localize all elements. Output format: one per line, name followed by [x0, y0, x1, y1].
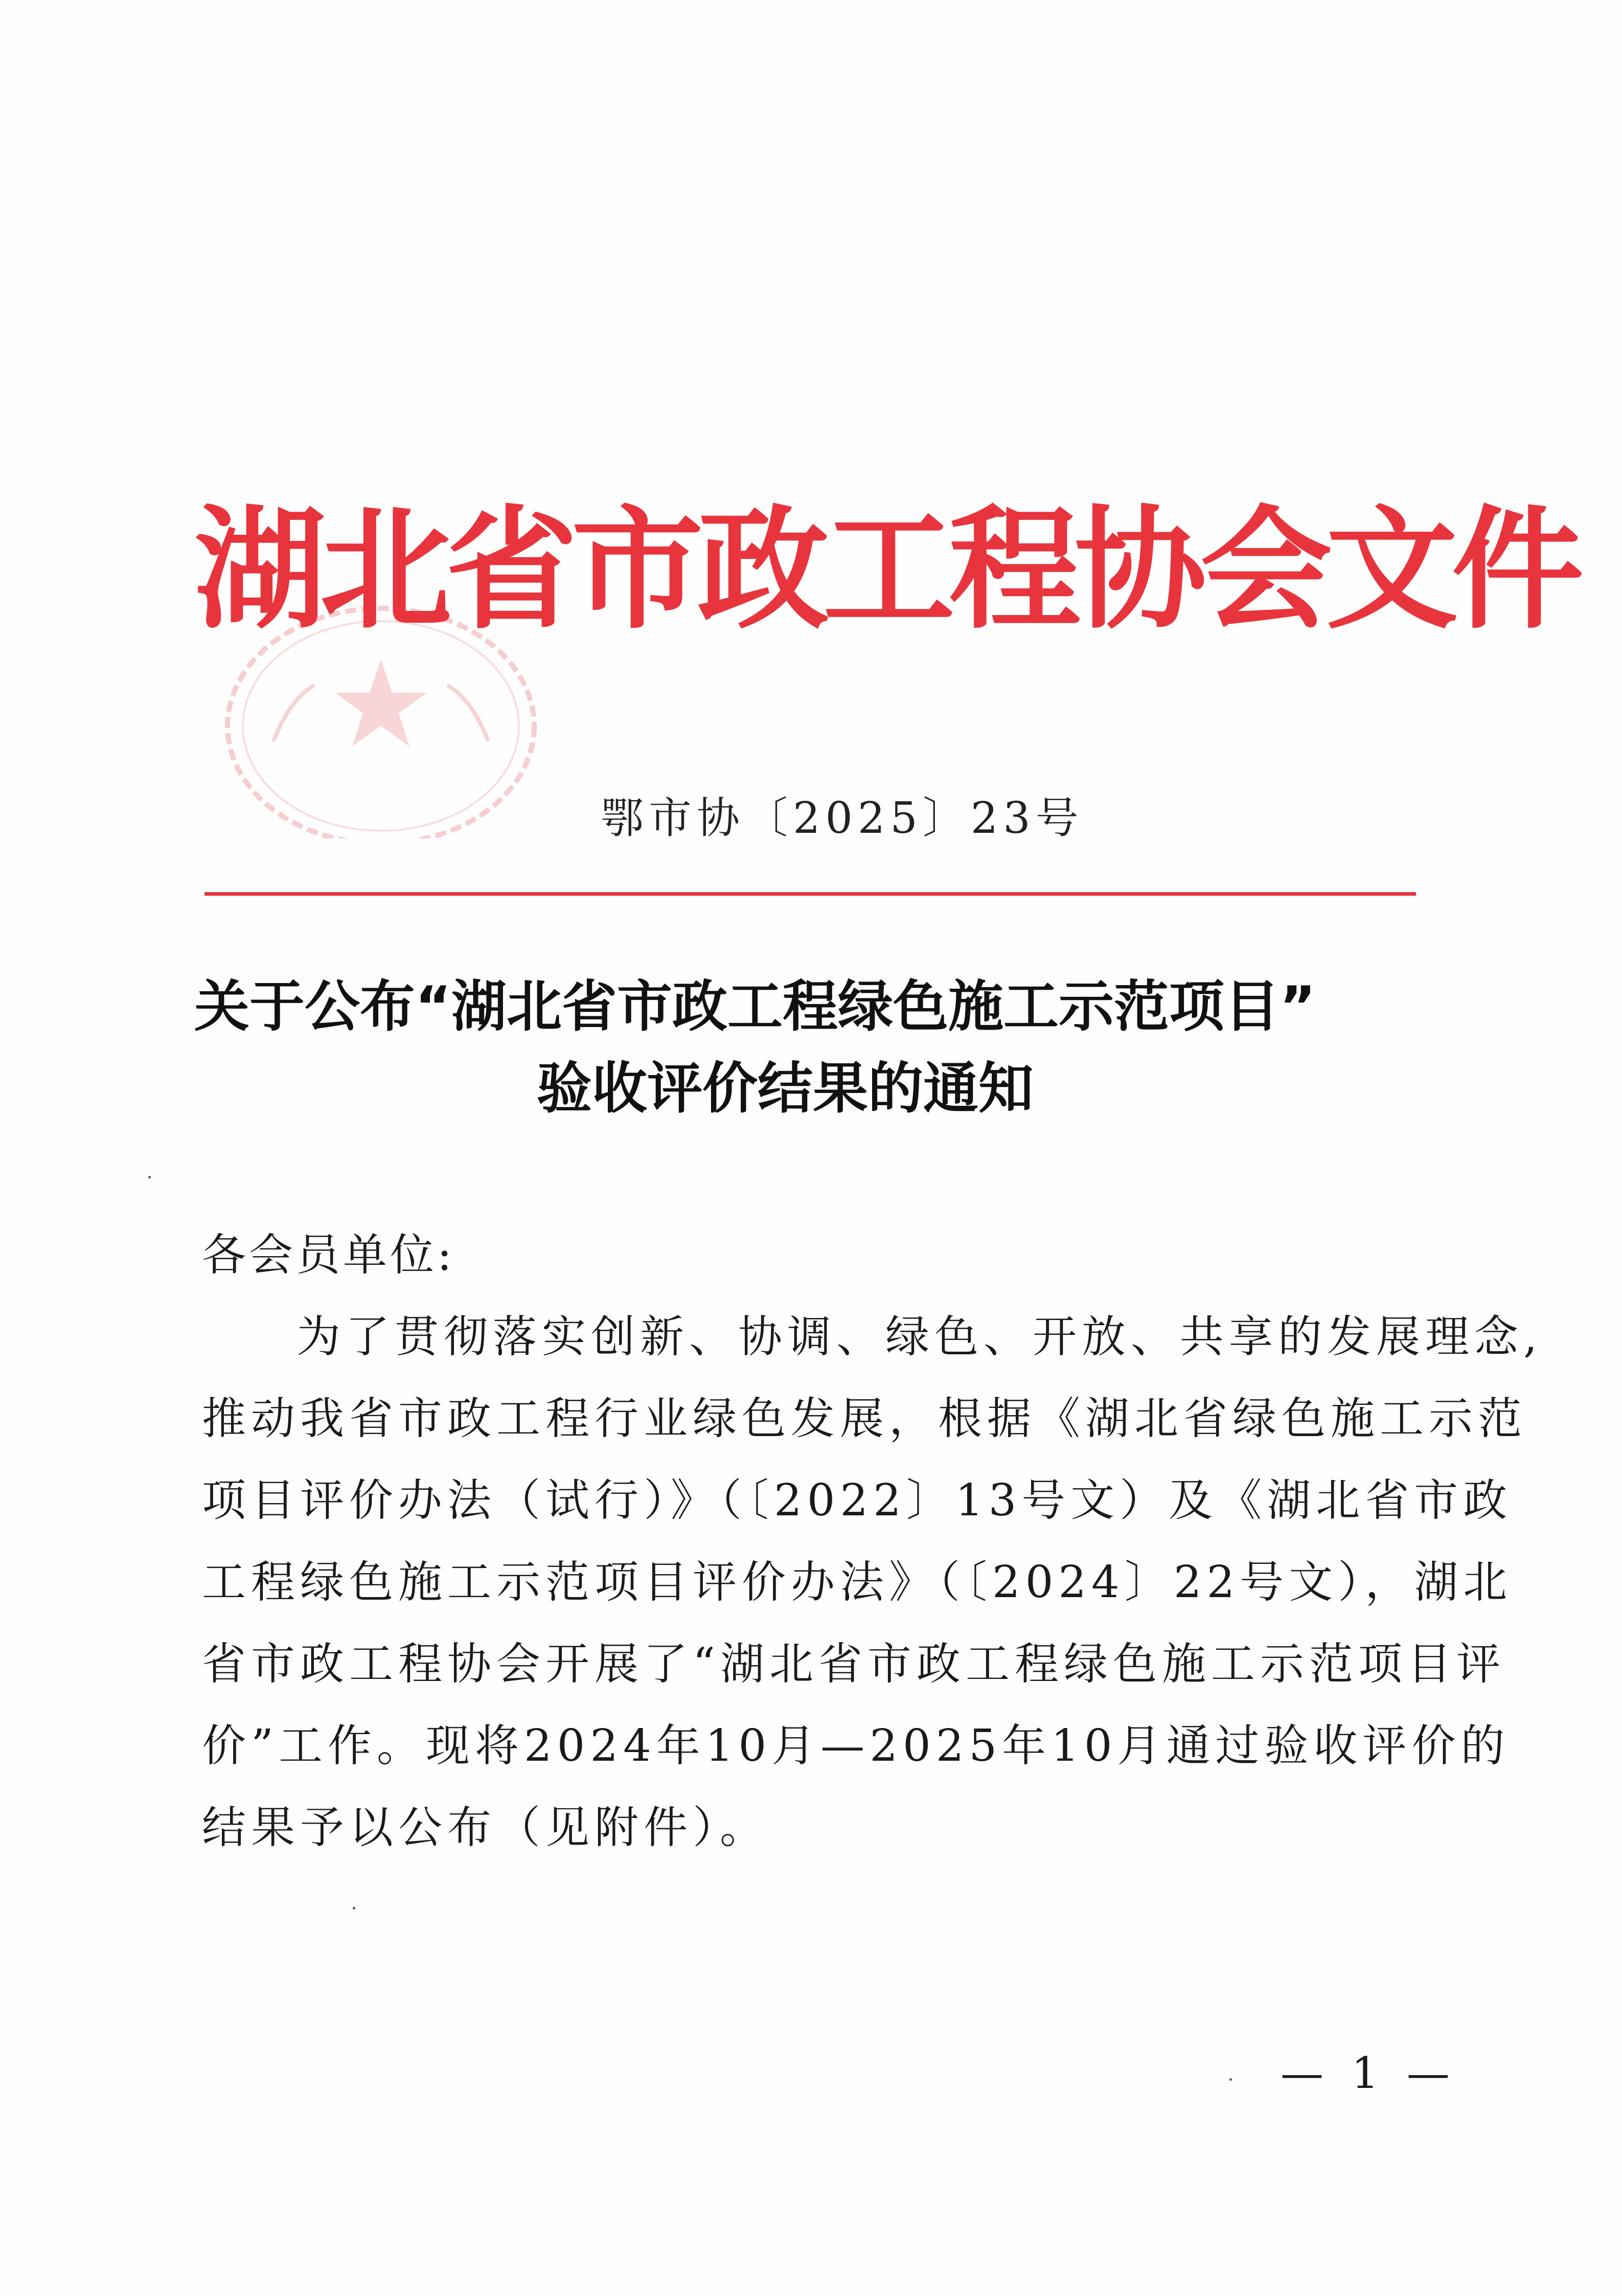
scan-speck — [353, 1907, 355, 1909]
body-paragraph-line: 省市政工程协会开展了“湖北省市政工程绿色施工示范项目评 — [202, 1639, 1505, 1690]
header-divider-line — [204, 892, 1416, 896]
body-paragraph-line: 项目评价办法（试行）》（〔2022〕13号文）及《湖北省市政 — [202, 1475, 1513, 1526]
body-paragraph-line: 结果予以公布（见附件）。 — [202, 1802, 769, 1853]
body-paragraph-line: 价”工作。现将2024年10月—2025年10月通过验收评价的 — [202, 1720, 1510, 1771]
page-number: — 1 — — [1281, 2048, 1457, 2098]
document-number: 鄂市协〔2025〕23号 — [601, 793, 1084, 843]
scan-speck — [1229, 2078, 1232, 2081]
body-paragraph-line: 为了贯彻落实创新、协调、绿色、开放、共享的发展理念, — [296, 1311, 1543, 1362]
issuer-header-title: 湖北省市政工程协会文件 — [194, 493, 1578, 647]
salutation: 各会员单位: — [202, 1230, 455, 1281]
body-paragraph-line: 推动我省市政工程行业绿色发展，根据《湖北省绿色施工示范 — [202, 1393, 1527, 1444]
scan-speck — [148, 1176, 151, 1178]
body-paragraph-line: 工程绿色施工示范项目评价办法》（〔2024〕22号文），湖北 — [202, 1557, 1513, 1608]
notice-title-line-1: 关于公布“湖北省市政工程绿色施工示范项目” — [194, 975, 1316, 1039]
notice-title-line-2: 验收评价结果的通知 — [537, 1057, 1034, 1121]
